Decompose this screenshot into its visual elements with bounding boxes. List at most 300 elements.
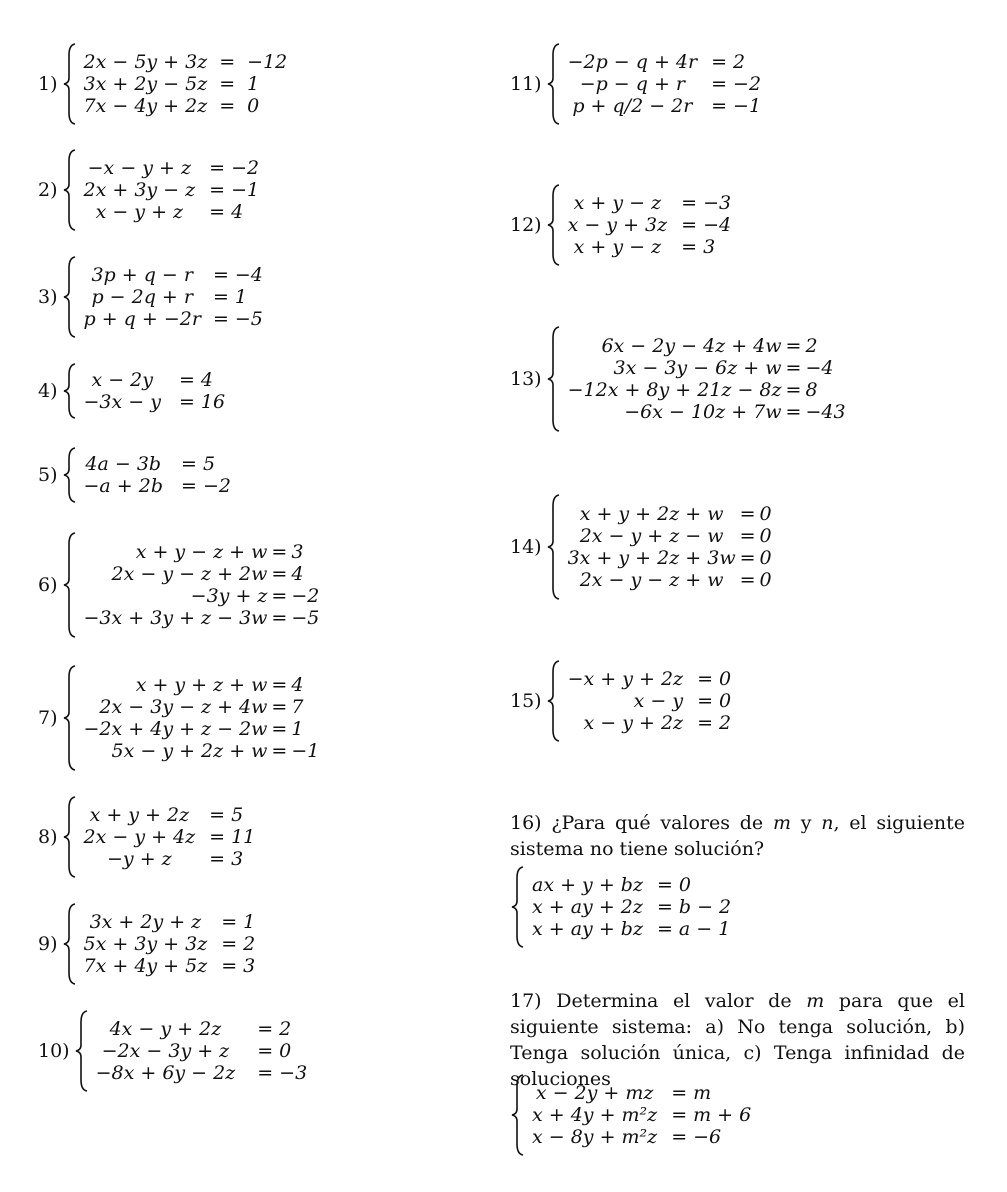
equation: [568, 73, 761, 95]
equals-sign: =: [681, 236, 698, 258]
equation: [568, 214, 731, 236]
left-brace: [74, 1010, 90, 1092]
equation-lhs: 2x − y + 4z: [83, 826, 196, 848]
brace-path: [512, 867, 523, 947]
equation-rhs: −4: [234, 264, 263, 286]
equals-sign: =: [271, 740, 288, 762]
equation: [568, 547, 772, 569]
equals-sign: =: [271, 718, 288, 740]
equation-rhs: −2: [733, 73, 762, 95]
equation-lhs: x + y + 2z: [89, 804, 190, 826]
equals-sign: =: [739, 525, 756, 547]
equation-lhs: 2x + 3y − z: [83, 179, 196, 201]
equation-lhs: x − y + 3z: [567, 214, 668, 236]
equation-rhs: 0: [279, 1040, 292, 1062]
brace-shape: [62, 149, 78, 231]
equals-sign: =: [785, 357, 802, 379]
equals-sign: =: [212, 308, 229, 330]
equation: [568, 503, 772, 525]
equation: [568, 236, 731, 258]
left-brace: [62, 665, 78, 771]
equation-rhs: 2: [718, 712, 732, 734]
equation-lhs: 2x − 5y + 3z: [83, 51, 208, 73]
equals-sign: =: [681, 192, 698, 214]
brace-path: [64, 44, 75, 124]
equals-sign: =: [711, 73, 728, 95]
equation-lhs: 3x − 3y − 6z + w: [613, 357, 782, 379]
brace-path: [548, 495, 559, 599]
equation-system: [84, 911, 256, 977]
equation-lhs: −12x + 8y + 21z − 8z: [567, 379, 782, 401]
equation-lhs: −a + 2b: [83, 475, 164, 497]
brace-shape: [62, 665, 78, 771]
equation: [84, 157, 260, 179]
brace-path: [64, 257, 75, 337]
problem-number: 10): [38, 1039, 70, 1062]
equation-rhs: −2: [202, 475, 231, 497]
equals-sign: =: [219, 51, 236, 73]
equation-lhs: 3x + y + 2z + 3w: [567, 547, 736, 569]
problem-number: 4): [38, 379, 58, 402]
equals-sign: =: [178, 391, 195, 413]
equation-rhs: −12: [247, 51, 288, 73]
problem-3: [38, 256, 263, 338]
left-brace: [546, 326, 562, 432]
problem-16-system: [510, 866, 731, 948]
equation-rhs: 16: [200, 391, 226, 413]
brace-shape: [62, 363, 78, 419]
equals-sign: =: [711, 95, 728, 117]
brace-shape: [62, 796, 78, 878]
equation: [84, 696, 320, 718]
equation-lhs: 7x + 4y + 5z: [83, 955, 208, 977]
equation-lhs: −3x − y: [83, 391, 161, 413]
statement-text: , el siguiente sistema no tiene solución?: [510, 812, 966, 860]
equation-rhs: 1: [243, 911, 256, 933]
equation-rhs: 3: [291, 541, 304, 563]
equation: [568, 51, 761, 73]
equals-sign: =: [671, 1104, 688, 1126]
equation-rhs: 3: [243, 955, 256, 977]
equation-lhs: x + y + 2z + w: [579, 503, 724, 525]
equation-system: [84, 264, 263, 330]
equation-rhs: 0: [759, 547, 772, 569]
problem-2: [38, 149, 259, 231]
equation-rhs: 4: [200, 369, 213, 391]
equation: [84, 826, 256, 848]
equals-sign: =: [656, 918, 673, 940]
problem-number: 6): [38, 573, 58, 596]
problem-number: 5): [38, 463, 58, 486]
equation: [84, 95, 288, 117]
equation: [532, 1104, 751, 1126]
equation: [568, 569, 772, 591]
equals-sign: =: [271, 607, 288, 629]
problem-5: [38, 447, 231, 503]
equation: [532, 896, 731, 918]
equation: [84, 718, 320, 740]
left-brace: [62, 796, 78, 878]
left-brace: [62, 903, 78, 985]
equation: [84, 369, 226, 391]
equation-rhs: b − 2: [678, 896, 732, 918]
equation-system: [84, 157, 260, 223]
left-brace: [62, 447, 78, 503]
equals-sign: =: [221, 933, 238, 955]
equation-lhs: x + 4y + m²z: [532, 1104, 658, 1126]
equals-sign: =: [671, 1082, 688, 1104]
equation-lhs: −2p − q + 4r: [567, 51, 698, 73]
equation: [84, 848, 256, 870]
equals-sign: =: [697, 712, 713, 734]
equation: [84, 563, 320, 585]
problem-number: 3): [38, 285, 58, 308]
brace-shape: [62, 256, 78, 338]
brace-shape: [546, 43, 562, 125]
equation-rhs: 2: [805, 335, 818, 357]
equation-rhs: m: [693, 1082, 712, 1104]
equals-sign: =: [181, 453, 197, 475]
left-brace: [546, 494, 562, 600]
brace-path: [64, 448, 75, 502]
brace-shape: [546, 184, 562, 266]
equals-sign: =: [697, 690, 713, 712]
left-brace: [62, 43, 78, 125]
equation-lhs: −3x + 3y + z − 3w: [83, 607, 268, 629]
brace-shape: [74, 1010, 90, 1092]
equation-lhs: −2x + 4y + z − 2w: [83, 718, 268, 740]
equation-system: [568, 192, 731, 258]
equation-rhs: −3: [279, 1062, 308, 1084]
equation-system: [84, 541, 320, 629]
problem-number: 1): [38, 72, 58, 95]
brace-shape: [510, 1074, 526, 1156]
equation-lhs: −y + z: [107, 848, 172, 870]
equation-system: [568, 668, 731, 734]
left-brace: [510, 866, 526, 948]
equation-rhs: 1: [291, 718, 304, 740]
equation: [532, 918, 731, 940]
equation-rhs: 4: [231, 201, 244, 223]
equals-sign: =: [257, 1040, 274, 1062]
equation-rhs: −6: [693, 1126, 722, 1148]
equation-system: [84, 674, 320, 762]
brace-shape: [546, 494, 562, 600]
problem-number: 15): [510, 689, 542, 712]
problem-14: [510, 494, 772, 600]
equation: [96, 1040, 308, 1062]
equation-system: [96, 1018, 308, 1084]
equation-lhs: ax + y + bz: [532, 874, 643, 896]
equation-rhs: 8: [805, 379, 818, 401]
equals-sign: =: [209, 201, 226, 223]
variable-n: n: [821, 812, 834, 834]
equation-lhs: 2x − y + z − w: [579, 525, 724, 547]
equation: [568, 357, 846, 379]
left-brace: [546, 660, 562, 742]
equation-rhs: −3: [703, 192, 732, 214]
equals-sign: =: [209, 826, 226, 848]
equals-sign: =: [785, 401, 802, 423]
left-brace: [62, 532, 78, 638]
equation-lhs: x − y: [633, 690, 684, 712]
problem-number: 8): [38, 825, 58, 848]
equation: [84, 201, 260, 223]
equation: [568, 192, 731, 214]
equation-lhs: x + y + z + w: [135, 674, 268, 696]
equation: [568, 379, 846, 401]
equation: [84, 674, 320, 696]
equation-system: [84, 804, 256, 870]
problem-16-statement: [510, 810, 965, 862]
equals-sign: =: [209, 179, 226, 201]
equation: [568, 525, 772, 547]
brace-path: [64, 666, 75, 770]
equation-rhs: 1: [234, 286, 247, 308]
problem-1: [38, 43, 287, 125]
equals-sign: =: [271, 696, 288, 718]
equation-lhs: p + q + −2r: [83, 308, 201, 330]
equation-rhs: −4: [703, 214, 732, 236]
equals-sign: =: [656, 874, 673, 896]
equals-sign: =: [221, 955, 238, 977]
equation-lhs: 2x − y − z + 2w: [111, 563, 268, 585]
equation-rhs: −5: [234, 308, 263, 330]
equation: [84, 804, 256, 826]
equals-sign: =: [181, 475, 197, 497]
problem-13: [510, 326, 846, 432]
equals-sign: =: [271, 674, 288, 696]
equation: [84, 73, 288, 95]
left-brace: [62, 363, 78, 419]
equation-rhs: 7: [291, 696, 304, 718]
problem-number: 2): [38, 178, 58, 201]
equation-rhs: 0: [759, 525, 772, 547]
equation: [84, 740, 320, 762]
variable-m: m: [772, 812, 791, 834]
equation-lhs: −8x + 6y − 2z: [95, 1062, 236, 1084]
equation-lhs: 5x − y + 2z + w: [111, 740, 268, 762]
problem-number: 9): [38, 932, 58, 955]
problem-number: 13): [510, 367, 542, 390]
equation-lhs: 3p + q − r: [91, 264, 193, 286]
problem-11: [510, 43, 761, 125]
equation-lhs: x + ay + bz: [532, 918, 643, 940]
brace-shape: [62, 43, 78, 125]
equation-lhs: x − y + 2z: [583, 712, 684, 734]
equals-sign: =: [271, 541, 288, 563]
left-brace: [546, 43, 562, 125]
equation-lhs: x − 2y + mz: [535, 1082, 654, 1104]
equation-lhs: 7x − 4y + 2z: [83, 95, 208, 117]
equation: [84, 585, 320, 607]
equation-rhs: −2: [231, 157, 260, 179]
problem-9: [38, 903, 255, 985]
equation: [84, 286, 263, 308]
brace-path: [64, 904, 75, 984]
equals-sign: =: [178, 369, 195, 391]
equals-sign: =: [711, 51, 728, 73]
equation-lhs: −x + y + 2z: [567, 668, 684, 690]
left-brace: [62, 149, 78, 231]
equation-lhs: −2x − 3y + z: [101, 1040, 230, 1062]
brace-path: [548, 44, 559, 124]
equation-system: [568, 335, 846, 423]
equation-lhs: x − y + z: [95, 201, 184, 223]
equals-sign: =: [785, 379, 802, 401]
equation-lhs: 3x + 2y + z: [89, 911, 202, 933]
equation-rhs: 2: [243, 933, 256, 955]
brace-path: [548, 661, 559, 741]
equation-lhs: p − 2q + r: [91, 286, 193, 308]
equals-sign: =: [671, 1126, 688, 1148]
left-brace: [546, 184, 562, 266]
equation-system: [84, 51, 288, 117]
equation-rhs: 11: [231, 826, 256, 848]
equation: [532, 1082, 751, 1104]
equation-lhs: 4x − y + 2z: [109, 1018, 222, 1040]
equation-system: [84, 453, 231, 497]
equation-lhs: x + ay + 2z: [532, 896, 643, 918]
equation: [568, 335, 846, 357]
equals-sign: =: [271, 585, 288, 607]
equation-system: [532, 1082, 751, 1148]
equation-lhs: x + y − z: [573, 192, 662, 214]
equation-rhs: 0: [247, 95, 260, 117]
equals-sign: =: [212, 264, 229, 286]
problem-4: [38, 363, 225, 419]
equation: [532, 874, 731, 896]
equation-rhs: 0: [718, 668, 732, 690]
equation: [532, 1126, 751, 1148]
equation-rhs: 5: [202, 453, 216, 475]
variable-m: m: [806, 990, 825, 1012]
equation-rhs: 4: [291, 674, 304, 696]
equals-sign: =: [656, 896, 673, 918]
equation-lhs: −3y + z: [190, 585, 268, 607]
brace-path: [64, 797, 75, 877]
equation-system: [84, 369, 226, 413]
problem-17-system: [510, 1074, 751, 1156]
equals-sign: =: [212, 286, 229, 308]
equals-sign: =: [221, 911, 238, 933]
left-brace: [62, 256, 78, 338]
left-brace: [510, 1074, 526, 1156]
equals-sign: =: [209, 157, 226, 179]
problem-8: [38, 796, 255, 878]
equation: [84, 179, 260, 201]
problem-10: [38, 1010, 307, 1092]
equals-sign: =: [209, 804, 226, 826]
equation: [96, 1018, 308, 1040]
equals-sign: =: [739, 503, 756, 525]
problem-6: [38, 532, 319, 638]
equation: [84, 453, 231, 475]
equation-rhs: 4: [291, 563, 304, 585]
equation-rhs: −5: [291, 607, 320, 629]
brace-shape: [546, 660, 562, 742]
equation: [84, 911, 256, 933]
equation-rhs: −1: [733, 95, 762, 117]
equation-rhs: 0: [759, 503, 772, 525]
equation: [568, 95, 761, 117]
equation-system: [532, 874, 731, 940]
statement-text: para que el siguiente sistema: a) No tenga solución, b) Tenga solución única, c) Tenga infinidad de soluciones: [510, 990, 966, 1090]
brace-path: [548, 327, 559, 431]
equals-sign: =: [739, 569, 756, 591]
statement-text: 17) Determina el valor de: [510, 990, 792, 1012]
equation-rhs: 2: [733, 51, 746, 73]
problem-7: [38, 665, 319, 771]
equation-lhs: 3x + 2y − 5z: [83, 73, 208, 95]
equals-sign: =: [257, 1062, 274, 1084]
equation-lhs: 6x − 2y − 4z + 4w: [601, 335, 782, 357]
equation-lhs: −6x − 10z + 7w: [624, 401, 782, 423]
equation-lhs: x − 2y: [91, 369, 154, 391]
statement-text: y: [800, 812, 812, 834]
equation: [96, 1062, 308, 1084]
equation-rhs: m + 6: [693, 1104, 752, 1126]
equation-lhs: −p − q + r: [579, 73, 686, 95]
equation: [568, 668, 731, 690]
equation-lhs: 4a − 3b: [85, 453, 162, 475]
equation-lhs: x + y − z: [573, 236, 662, 258]
equation: [84, 955, 256, 977]
brace-path: [64, 364, 75, 418]
brace-shape: [510, 866, 526, 948]
equation-rhs: 3: [231, 848, 244, 870]
equation: [84, 933, 256, 955]
equation-rhs: −4: [805, 357, 834, 379]
equals-sign: =: [271, 563, 288, 585]
equation-rhs: 1: [247, 73, 260, 95]
problem-number: 11): [510, 72, 542, 95]
equation-lhs: x + y − z + w: [135, 541, 268, 563]
equation: [84, 264, 263, 286]
equation-rhs: −1: [291, 740, 320, 762]
equation: [568, 690, 731, 712]
problem-15: [510, 660, 731, 742]
statement-text: 16) ¿Para qué valores de: [510, 812, 764, 834]
brace-path: [64, 533, 75, 637]
equals-sign: =: [697, 668, 713, 690]
brace-path: [64, 150, 75, 230]
equation: [568, 401, 846, 423]
equation-system: [568, 51, 761, 117]
brace-shape: [62, 447, 78, 503]
equation-rhs: 0: [718, 690, 732, 712]
brace-shape: [546, 326, 562, 432]
problem-number: 14): [510, 535, 542, 558]
equation-rhs: 3: [703, 236, 716, 258]
equation-lhs: 2x − 3y − z + 4w: [99, 696, 268, 718]
problem-number: 12): [510, 213, 542, 236]
problem-12: [510, 184, 731, 266]
brace-shape: [62, 532, 78, 638]
equation-rhs: 5: [231, 804, 244, 826]
equals-sign: =: [739, 547, 756, 569]
problem-number: 7): [38, 706, 58, 729]
brace-path: [76, 1011, 87, 1091]
equation-system: [568, 503, 772, 591]
equation: [84, 541, 320, 563]
equation-rhs: −43: [805, 401, 846, 423]
equation: [84, 391, 226, 413]
equals-sign: =: [257, 1018, 274, 1040]
equation-lhs: x − 8y + m²z: [532, 1126, 658, 1148]
equation-lhs: 2x − y − z + w: [579, 569, 724, 591]
equation: [84, 607, 320, 629]
